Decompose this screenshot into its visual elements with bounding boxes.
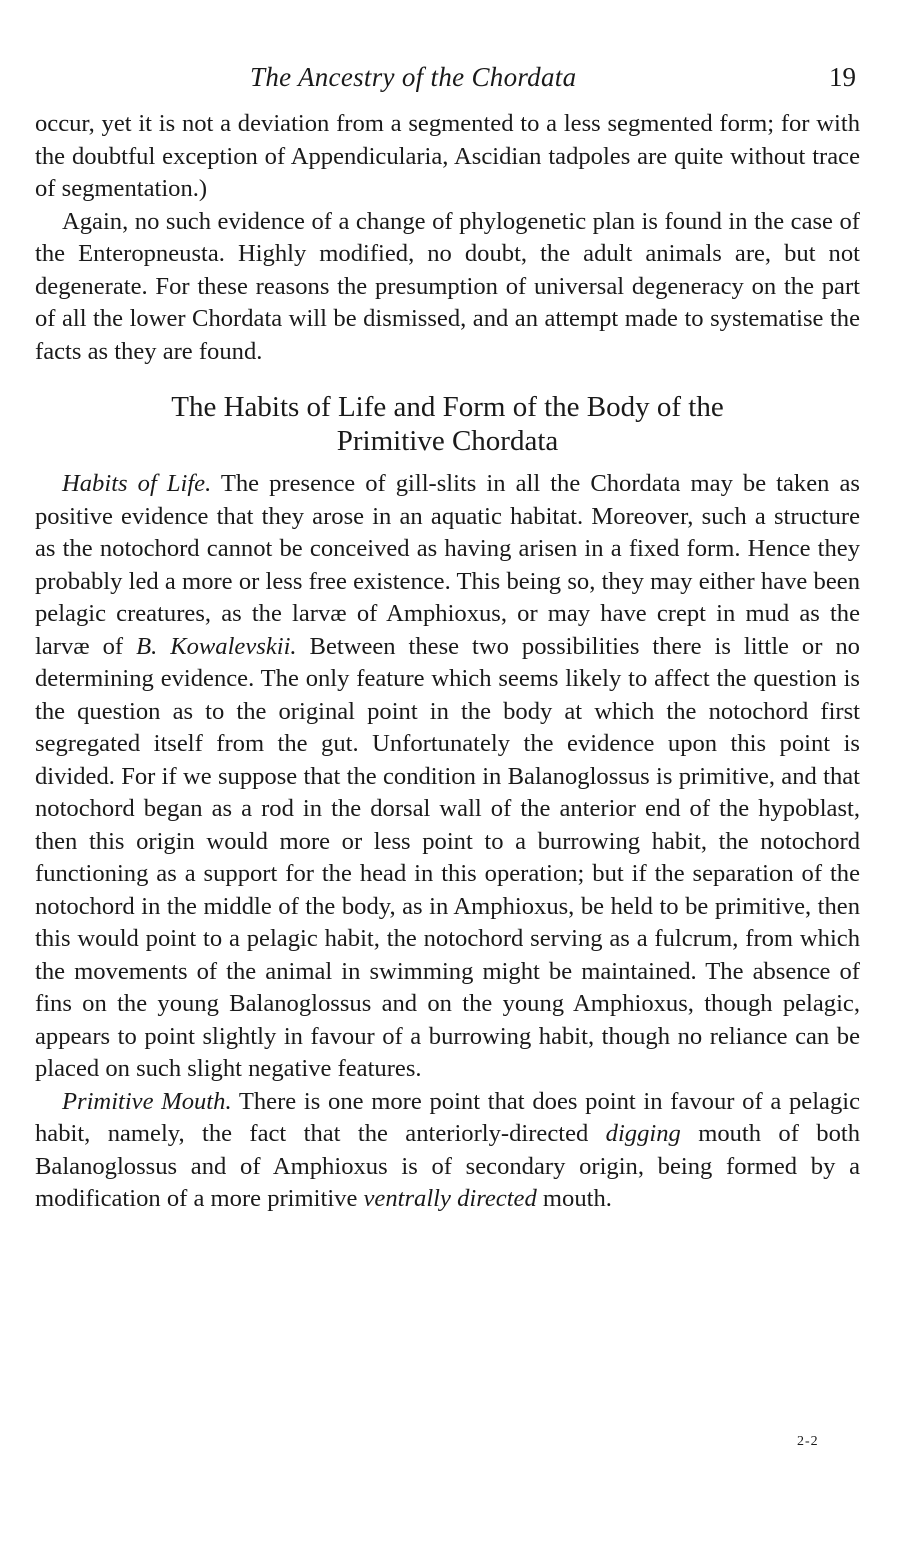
species-name: B. Kowalevskii.: [136, 632, 297, 660]
paragraph-primitive-mouth: [35, 1086, 860, 1216]
section-heading-line-2: Primitive Chordata: [336, 425, 559, 457]
habits-of-life-lead: Habits of Life.: [62, 470, 212, 497]
running-header: [35, 62, 860, 108]
mouth-text-part-1: There is one more point that does point in favour of a pelagic habit, namely, the fact that the anteriorly-directed: [35, 1087, 860, 1147]
paragraph-continuation: occur, yet it is not a deviation from a segmented to a less segmented form; for with the doubtful exception of Appendicularia, Ascidian tadpoles are quite without trace of segmentation.): [35, 110, 860, 202]
body-text: [35, 108, 860, 1216]
page-number: 19: [829, 62, 856, 92]
section-heading-line-1: The Habits of Life and Form of the Body of the: [171, 391, 724, 423]
running-title: The Ancestry of the Chordata: [250, 62, 577, 92]
mouth-text-part-2: mouth of both Balanoglossus and of Amphioxus is of secondary origin, being formed by a modification of a more primitive: [35, 1120, 860, 1212]
paragraph-habits-of-life: [35, 468, 860, 1086]
paragraph-enteropneusta: Again, no such evidence of a change of phylogenetic plan is found in the case of the Enteropneusta. Highly modified, no doubt, the adult animals are, but not degenerate. For these reasons the presumption of universal degeneracy on the part of all the lower Chordata will be dismissed, and an attempt made to systematise the facts as they are found.: [35, 207, 860, 365]
habits-text-part-1: The presence of gill-slits in all the Chordata may be taken as positive evidence that they arose in an aquatic habitat. Moreover, such a structure as the notochord cannot be conceived as having arisen in a fixed form. Hence they probably led a more or less free existence. This being so, they may either have been pelagic creatures, as the larvæ of Amphioxus, or may have crept in mud as the larvæ of: [35, 470, 860, 660]
ventral-emphasis: ventrally directed: [363, 1185, 537, 1212]
primitive-mouth-lead: Primitive Mouth.: [62, 1087, 232, 1115]
habits-text-part-2: Between these two possibilities there is little or no determining evidence. The only feature which seems likely to affect the question is the question as to the original point in the body at which the notochord first segregated itself from the gut. Unfortunately the evidence upon this point is divided. For if we suppose that the condition in Balanoglossus is primitive, and that notochord began as a rod in the dorsal wall of the anterior end of the hypoblast, then this origin would more or less point to a burrowing habit, the notochord functioning as a support for the head in this operation; but if the separation of the notochord in the middle of the body, as in Amphioxus, be held to be primitive, then this would point to a pelagic habit, the notochord serving as a fulcrum, from which the movements of the animal in swimming might be maintained. The absence of fins on the young Balanoglossus and on the young Amphioxus, though pelagic, appears to point slightly in favour of a burrowing habit, though no reliance can be placed on such slight negative features.: [35, 632, 860, 1082]
mouth-text-part-3: mouth.: [536, 1185, 612, 1212]
digging-emphasis: digging: [605, 1120, 681, 1147]
book-page: [35, 62, 860, 1216]
section-heading: [35, 390, 860, 458]
signature-mark: 2-2: [797, 1434, 819, 1449]
